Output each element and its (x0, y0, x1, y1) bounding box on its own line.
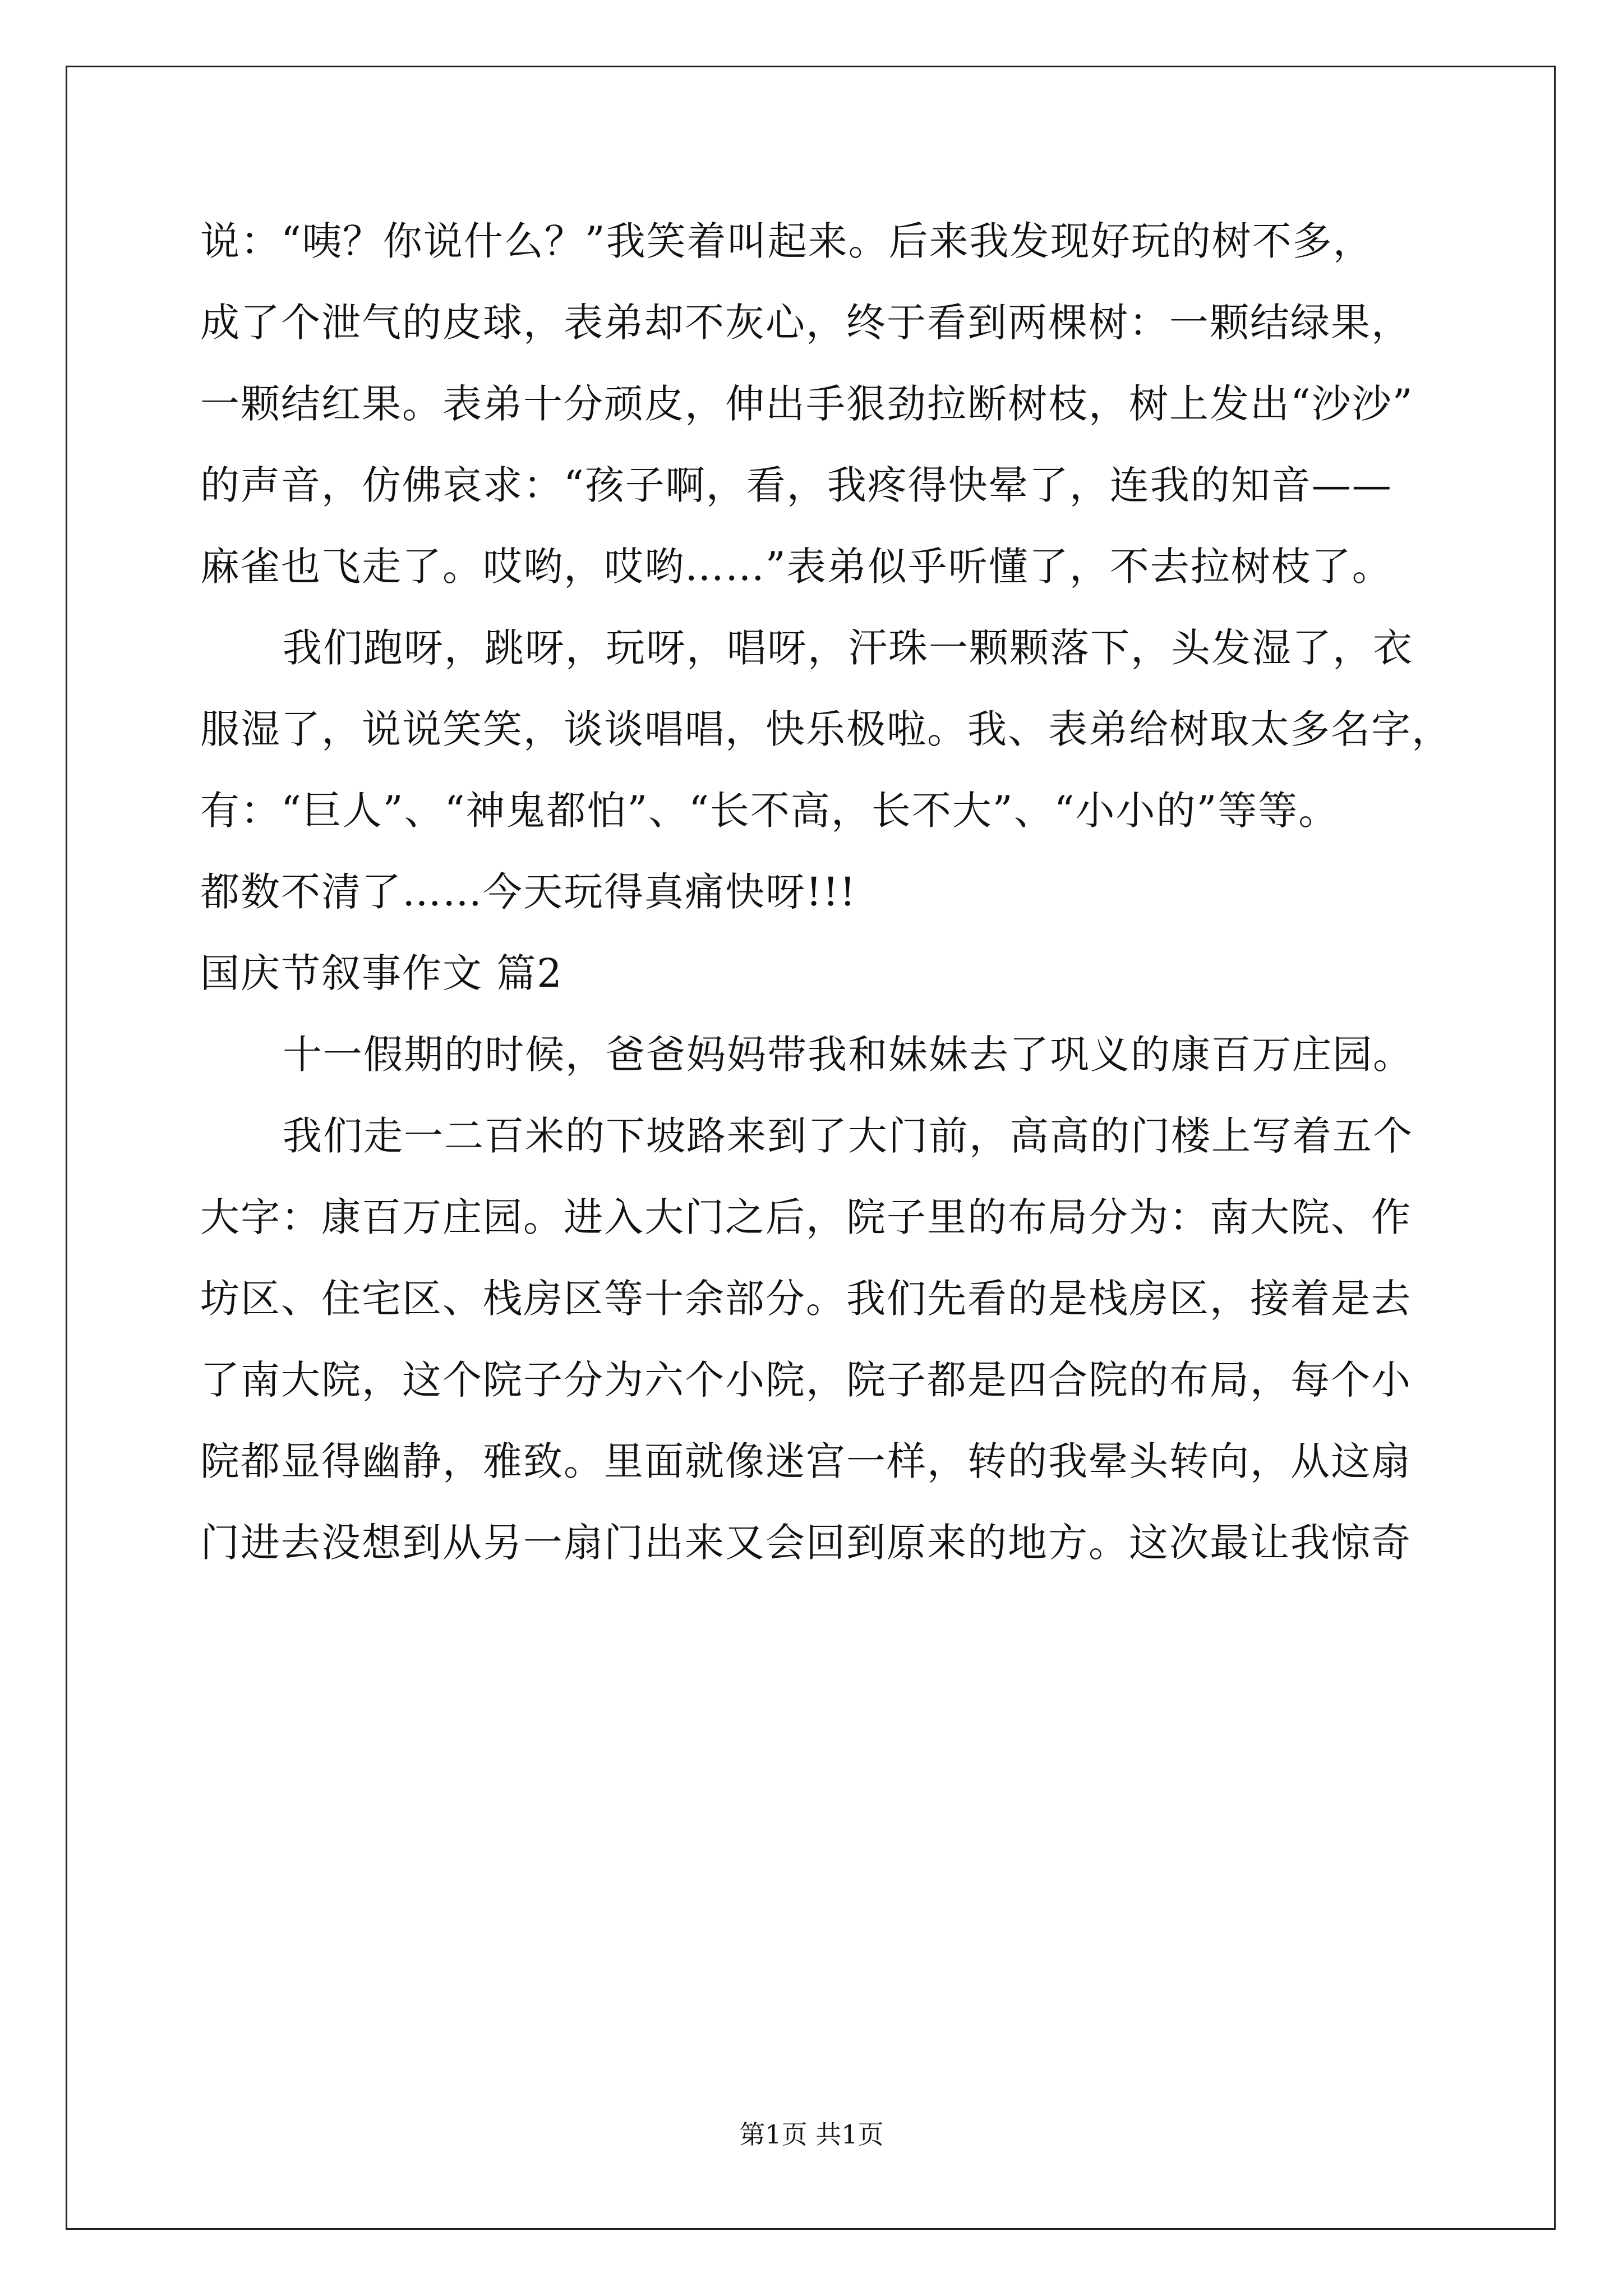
paragraph-line: 的声音，仿佛哀求：“孩子啊，看，我疼得快晕了，连我的知音—— (200, 462, 1393, 508)
paragraph-line: 十一假期的时候，爸爸妈妈带我和妹妹去了巩义的康百万庄园。 (283, 1032, 1413, 1078)
paragraph-line: 有：“巨人”、“神鬼都怕”、“长不高，长不大”、“小小的”等等。 (200, 788, 1339, 834)
paragraph-line: 院都显得幽静，雅致。里面就像迷宫一样，转的我晕头转向，从这扇 (200, 1438, 1412, 1484)
paragraph-line: 坊区、住宅区、栈房区等十余部分。我们先看的是栈房区，接着是去 (200, 1276, 1412, 1322)
page-number-footer: 第1页 共1页 (739, 2119, 884, 2150)
paragraph-line: 我们走一二百米的下坡路来到了大门前，高高的门楼上写着五个 (283, 1113, 1413, 1159)
section-heading: 国庆节叙事作文 篇2 (200, 950, 563, 996)
paragraph-line: 都数不清了……今天玩得真痛快呀!!! (200, 869, 857, 915)
paragraph-line: 服湿了，说说笑笑，谈谈唱唱，快乐极啦。我、表弟给树取太多名字， (200, 706, 1452, 752)
paragraph-line: 一颗结红果。表弟十分顽皮，伸出手狠劲拉断树枝，树上发出“沙沙” (200, 381, 1414, 427)
paragraph-line: 门进去没想到从另一扇门出来又会回到原来的地方。这次最让我惊奇 (200, 1520, 1412, 1566)
paragraph-line: 我们跑呀，跳呀，玩呀，唱呀，汗珠一颗颗落下，头发湿了，衣 (283, 625, 1413, 671)
paragraph-line: 麻雀也飞走了。哎哟，哎哟……”表弟似乎听懂了，不去拉树枝了。 (200, 544, 1393, 590)
paragraph-line: 说：“咦？你说什么？”我笑着叫起来。后来我发现好玩的树不多， (200, 218, 1373, 264)
paragraph-line: 大字：康百万庄园。进入大门之后，院子里的布局分为：南大院、作 (200, 1194, 1412, 1240)
paragraph-line: 成了个泄气的皮球，表弟却不灰心，终于看到两棵树：一颗结绿果， (200, 300, 1412, 346)
paragraph-line: 了南大院，这个院子分为六个小院，院子都是四合院的布局，每个小 (200, 1357, 1412, 1403)
